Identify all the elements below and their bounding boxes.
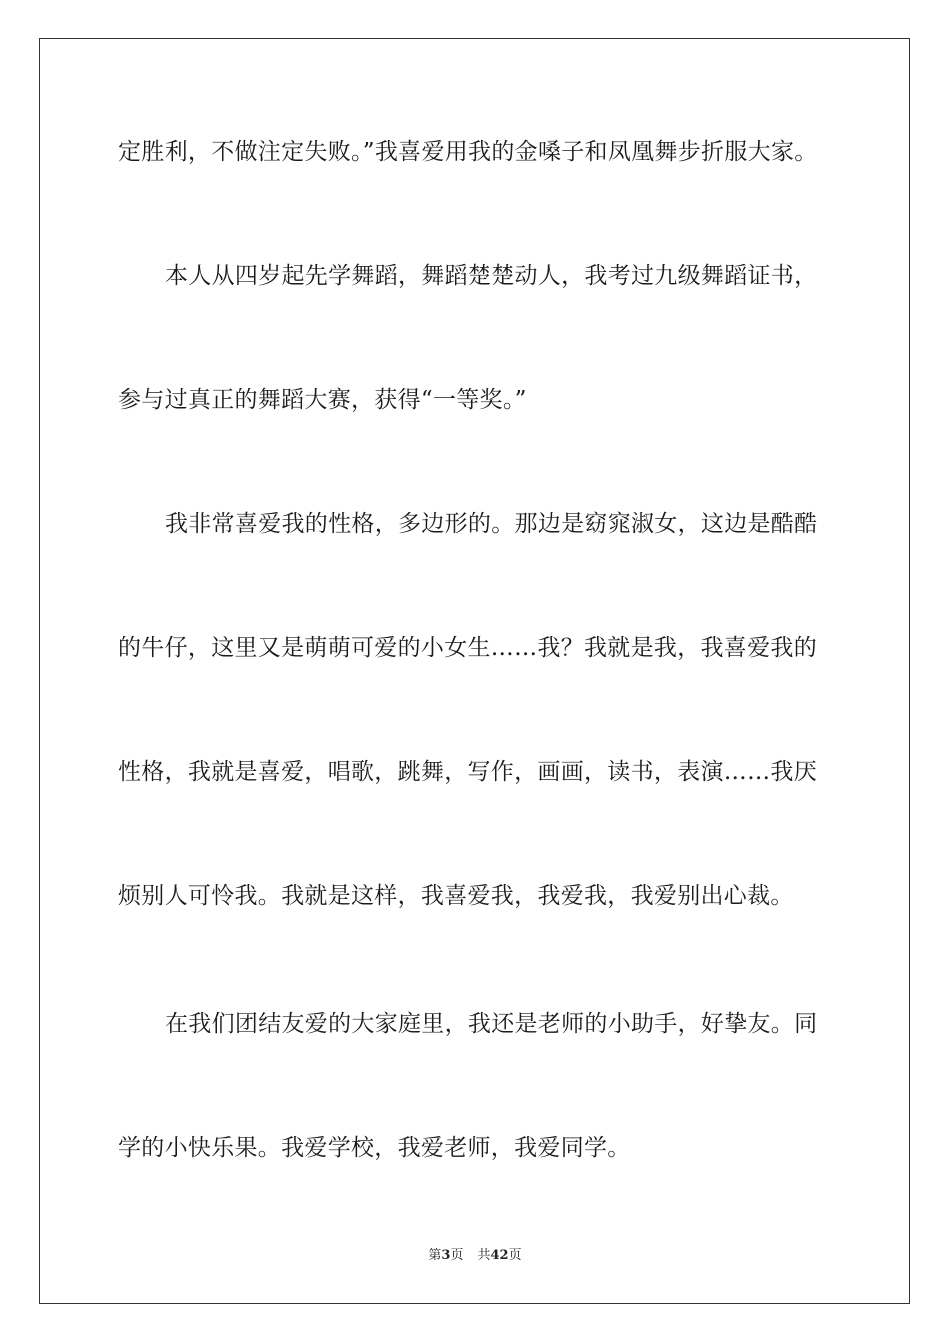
footer-total-prefix: 共 [477, 1248, 491, 1263]
footer-page-prefix: 第 [428, 1248, 442, 1263]
text-line: 在我们团结友爱的大家庭里，我还是老师的小助手，好挚友。同 [165, 1011, 818, 1037]
page-footer [0, 1247, 950, 1265]
text-line: 定胜利，不做注定失败。”我喜爱用我的金嗓子和凤凰舞步折服大家。 [118, 139, 818, 165]
text-line: 烦别人可怜我。我就是这样，我喜爱我，我爱我，我爱别出心裁。 [118, 883, 794, 909]
text-line: 的牛仔，这里又是萌萌可爱的小女生……我？我就是我，我喜爱我的 [118, 635, 817, 661]
text-line: 学的小快乐果。我爱学校，我爱老师，我爱同学。 [118, 1135, 631, 1161]
current-page-number: 3 [441, 1248, 451, 1263]
text-line: 性格，我就是喜爱，唱歌，跳舞，写作，画画，读书，表演……我厌 [118, 759, 817, 785]
footer-page-suffix: 页 [450, 1248, 464, 1263]
page-border [39, 38, 910, 1304]
text-line: 我非常喜爱我的性格，多边形的。那边是窈窕淑女，这边是酷酷 [165, 511, 818, 537]
footer-total-suffix: 页 [508, 1248, 522, 1263]
total-pages-number: 42 [490, 1248, 509, 1263]
text-line: 本人从四岁起先学舞蹈，舞蹈楚楚动人，我考过九级舞蹈证书， [165, 263, 818, 289]
text-line: 参与过真正的舞蹈大赛，获得“一等奖。” [118, 387, 527, 413]
